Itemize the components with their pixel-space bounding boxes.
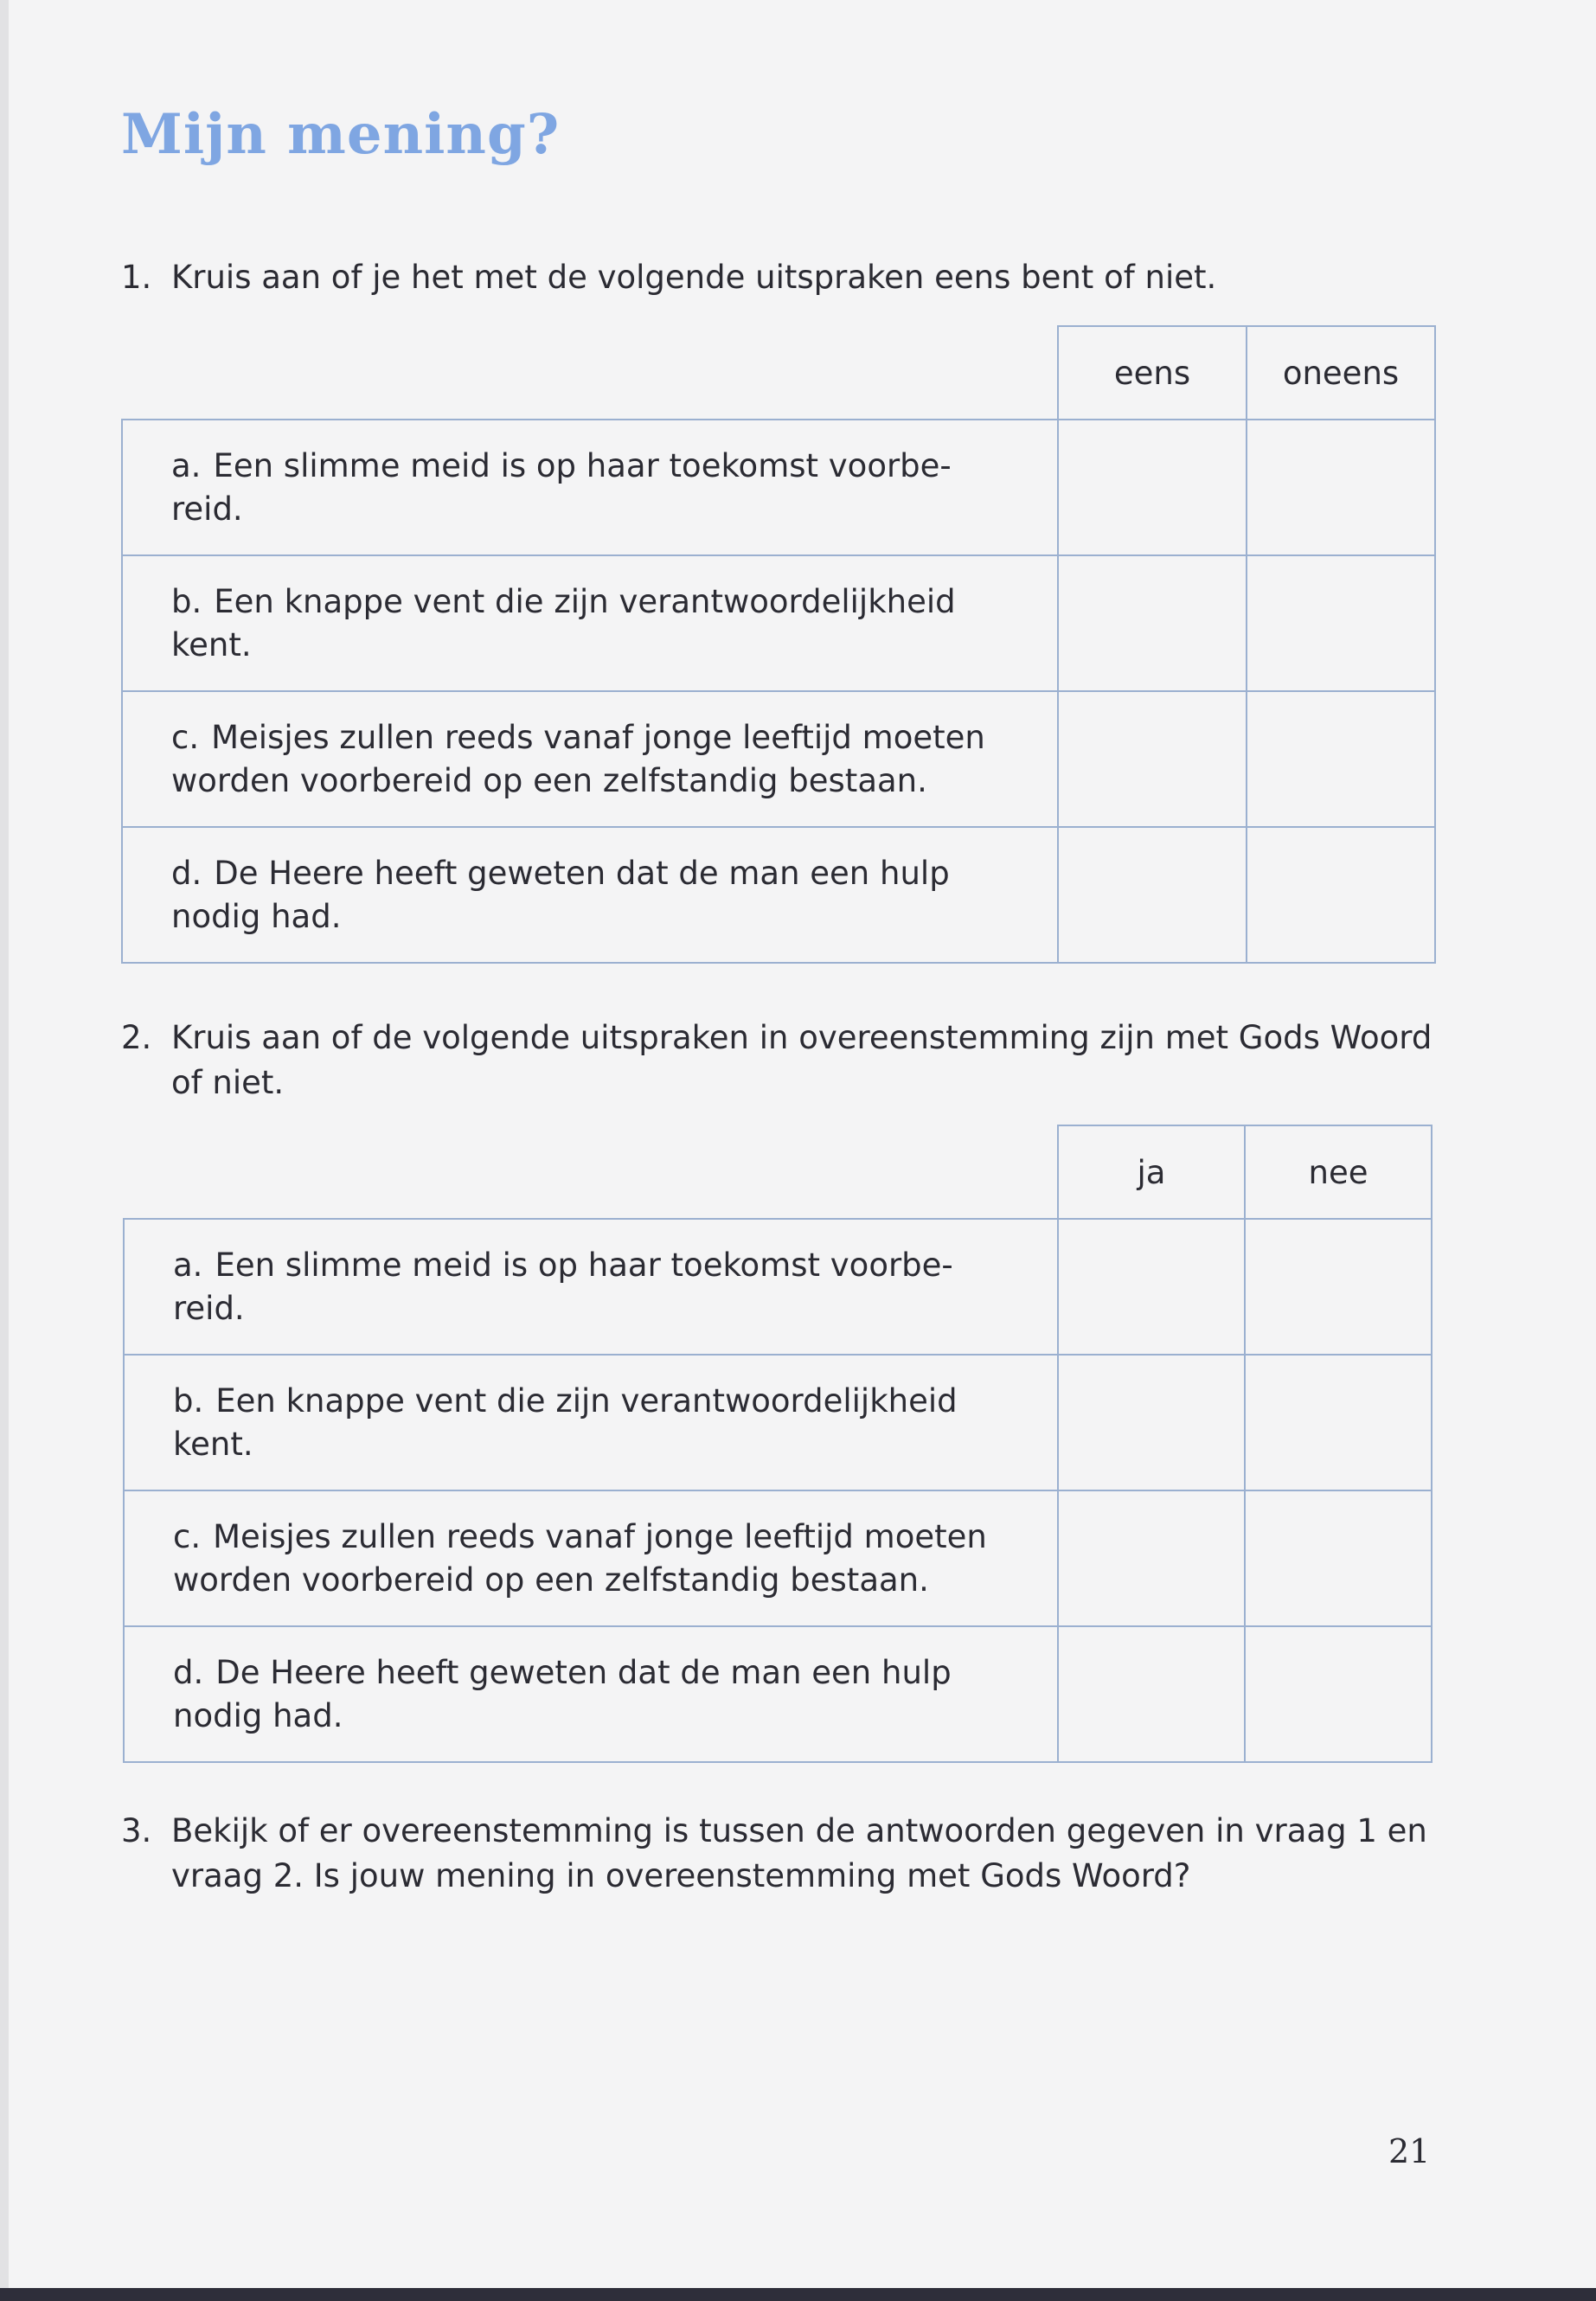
column-header-eens: eens: [1058, 326, 1247, 420]
page-bottom-edge: [0, 2288, 1596, 2301]
page-left-edge: [0, 0, 9, 2301]
table-row: [122, 420, 1435, 555]
question-2: [121, 1016, 1436, 1106]
answer-box-ja[interactable]: [1058, 1355, 1245, 1490]
table-row: [122, 555, 1435, 691]
answer-box-oneens[interactable]: [1247, 691, 1435, 827]
table-row: [124, 1219, 1432, 1355]
header-blank-cell: [122, 326, 1058, 420]
answer-box-oneens[interactable]: [1247, 555, 1435, 691]
page-title: Mijn mening?: [121, 102, 561, 167]
table-header-row: [124, 1125, 1432, 1219]
answer-box-eens[interactable]: [1058, 827, 1247, 963]
answer-box-nee[interactable]: [1245, 1219, 1432, 1355]
statement-letter: b.: [171, 582, 202, 620]
table-row: [124, 1490, 1432, 1626]
question-2-number: 2.: [121, 1019, 152, 1056]
column-header-ja: ja: [1058, 1125, 1245, 1219]
statement-cell: [122, 691, 1058, 827]
answer-box-oneens[interactable]: [1247, 420, 1435, 555]
statement-text: Een slimme meid is op haar toekomst voorbe- reid.: [173, 1246, 953, 1327]
statement-text: Een knappe vent die zijn verantwoordelijkheid kent.: [171, 582, 956, 663]
question-3-text: Bekijk of er overeenstemming is tussen de antwoorden gegeven in vraag 1 en vraag 2. Is jouw mening in overeenstemming met Gods Woord?: [171, 1812, 1427, 1894]
answer-box-oneens[interactable]: [1247, 827, 1435, 963]
statement-cell: [124, 1626, 1058, 1762]
statement-letter: c.: [173, 1517, 202, 1555]
statement-text: De Heere heeft geweten dat de man een hulp nodig had.: [173, 1653, 952, 1734]
question-1-number: 1.: [121, 259, 152, 296]
table-row: [122, 691, 1435, 827]
question-1: [121, 255, 1436, 300]
header-blank-cell: [124, 1125, 1058, 1219]
answer-box-eens[interactable]: [1058, 555, 1247, 691]
answer-box-nee[interactable]: [1245, 1490, 1432, 1626]
statement-letter: a.: [171, 446, 202, 484]
table-row: [124, 1626, 1432, 1762]
statement-letter: c.: [171, 718, 200, 756]
statement-cell: [124, 1490, 1058, 1626]
question-3-number: 3.: [121, 1812, 152, 1849]
statement-cell: [124, 1355, 1058, 1490]
statement-text: Meisjes zullen reeds vanaf jonge leeftijd moeten worden voorbereid op een zelfstandig bestaan.: [173, 1517, 987, 1599]
table-header-row: [122, 326, 1435, 420]
answer-box-eens[interactable]: [1058, 420, 1247, 555]
statement-letter: b.: [173, 1381, 204, 1420]
question-2-table: [123, 1125, 1433, 1763]
question-1-text: Kruis aan of je het met de volgende uitspraken eens bent of niet.: [171, 259, 1217, 296]
statement-cell: [124, 1219, 1058, 1355]
statement-text: Een slimme meid is op haar toekomst voorbe- reid.: [171, 446, 952, 528]
table-row: [122, 827, 1435, 963]
statement-letter: d.: [171, 854, 202, 892]
column-header-nee: nee: [1245, 1125, 1432, 1219]
answer-box-ja[interactable]: [1058, 1219, 1245, 1355]
answer-box-nee[interactable]: [1245, 1626, 1432, 1762]
statement-text: De Heere heeft geweten dat de man een hulp nodig had.: [171, 854, 950, 935]
statement-text: Een knappe vent die zijn verantwoordelijkheid kent.: [173, 1381, 958, 1463]
statement-text: Meisjes zullen reeds vanaf jonge leeftijd moeten worden voorbereid op een zelfstandig bestaan.: [171, 718, 985, 799]
statement-letter: a.: [173, 1246, 203, 1284]
column-header-oneens: oneens: [1247, 326, 1435, 420]
question-3: [121, 1809, 1436, 1899]
answer-box-nee[interactable]: [1245, 1355, 1432, 1490]
statement-letter: d.: [173, 1653, 204, 1691]
statement-cell: [122, 827, 1058, 963]
table-row: [124, 1355, 1432, 1490]
answer-box-eens[interactable]: [1058, 691, 1247, 827]
answer-box-ja[interactable]: [1058, 1490, 1245, 1626]
answer-box-ja[interactable]: [1058, 1626, 1245, 1762]
statement-cell: [122, 420, 1058, 555]
statement-cell: [122, 555, 1058, 691]
question-1-table: [121, 325, 1436, 964]
page-number: 21: [1388, 2132, 1431, 2170]
question-2-text: Kruis aan of de volgende uitspraken in overeenstemming zijn met Gods Woord of niet.: [171, 1019, 1433, 1101]
